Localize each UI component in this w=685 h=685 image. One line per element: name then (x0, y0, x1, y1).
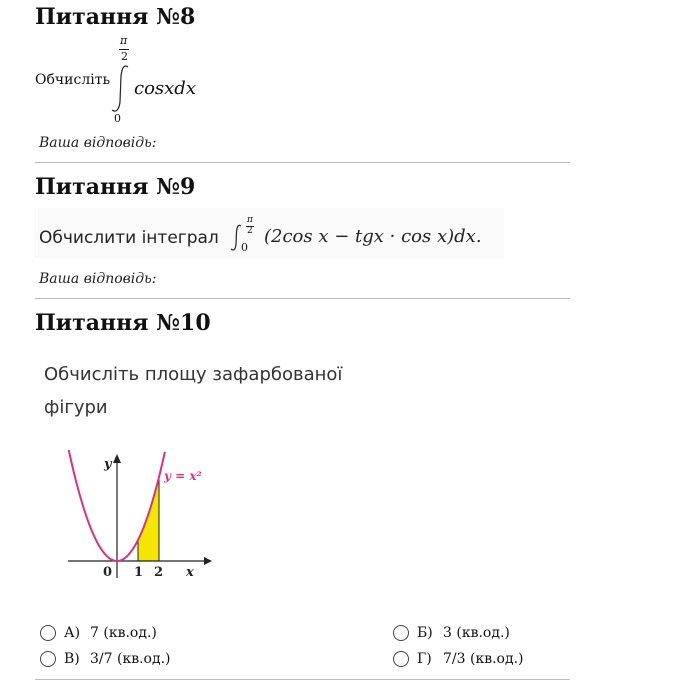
radio-button[interactable] (40, 651, 56, 667)
q8-answer-label: Ваша відповідь: (39, 135, 157, 151)
option-letter: В) (64, 651, 80, 667)
option-text: 7 (кв.од.) (90, 625, 157, 641)
option-b[interactable] (393, 625, 510, 641)
q9-prompt: Обчислити інтеграл (39, 228, 219, 248)
q9-expression: (2cos x − tgx · cos x)dx. (264, 226, 482, 247)
divider (35, 679, 570, 680)
y-axis-label: y (104, 457, 112, 472)
tick-0: 0 (103, 565, 113, 580)
tick-1: 1 (134, 565, 144, 580)
option-c[interactable] (40, 651, 171, 667)
option-text: 3 (кв.од.) (443, 625, 510, 641)
parabola-graph (60, 450, 230, 585)
q8-prompt: Обчисліть (35, 72, 111, 88)
q8-title: Питання №8 (35, 4, 196, 30)
x-axis-label: x (186, 565, 194, 580)
q9-upper-den: 2 (247, 226, 253, 236)
q9-answer-label: Ваша відповідь: (39, 271, 157, 287)
radio-button[interactable] (393, 625, 409, 641)
option-letter: А) (64, 625, 81, 641)
y-axis-arrow-icon (113, 454, 121, 463)
tick-2: 2 (154, 565, 164, 580)
option-text: 7/3 (кв.од.) (443, 651, 524, 667)
q10-prompt-line1: Обчисліть площу зафарбованої (44, 364, 343, 385)
curve-label: y = x² (164, 469, 202, 483)
q8-upper-num: π (120, 34, 128, 47)
q8-integrand: cosxdx (134, 78, 196, 99)
option-text: 3/7 (кв.од.) (90, 651, 171, 667)
option-letter: Б) (417, 625, 433, 641)
q9-lower: 0 (241, 241, 248, 254)
radio-button[interactable] (393, 651, 409, 667)
q8-upper-den: 2 (121, 50, 128, 63)
q9-upper-num: π (247, 215, 253, 225)
divider (35, 162, 570, 163)
radio-button[interactable] (40, 625, 56, 641)
divider (35, 298, 570, 299)
option-d[interactable] (393, 651, 524, 667)
q8-lower: 0 (114, 112, 121, 125)
option-letter: Г) (417, 651, 432, 667)
q8-integral (108, 34, 218, 130)
q10-prompt-line2: фігури (44, 397, 108, 418)
q9-title: Питання №9 (35, 174, 196, 200)
x-axis-arrow-icon (204, 557, 212, 565)
option-a[interactable] (40, 625, 157, 641)
integral-sign-icon (108, 64, 134, 114)
q9-formula-image (34, 208, 504, 258)
q10-title: Питання №10 (35, 310, 211, 336)
